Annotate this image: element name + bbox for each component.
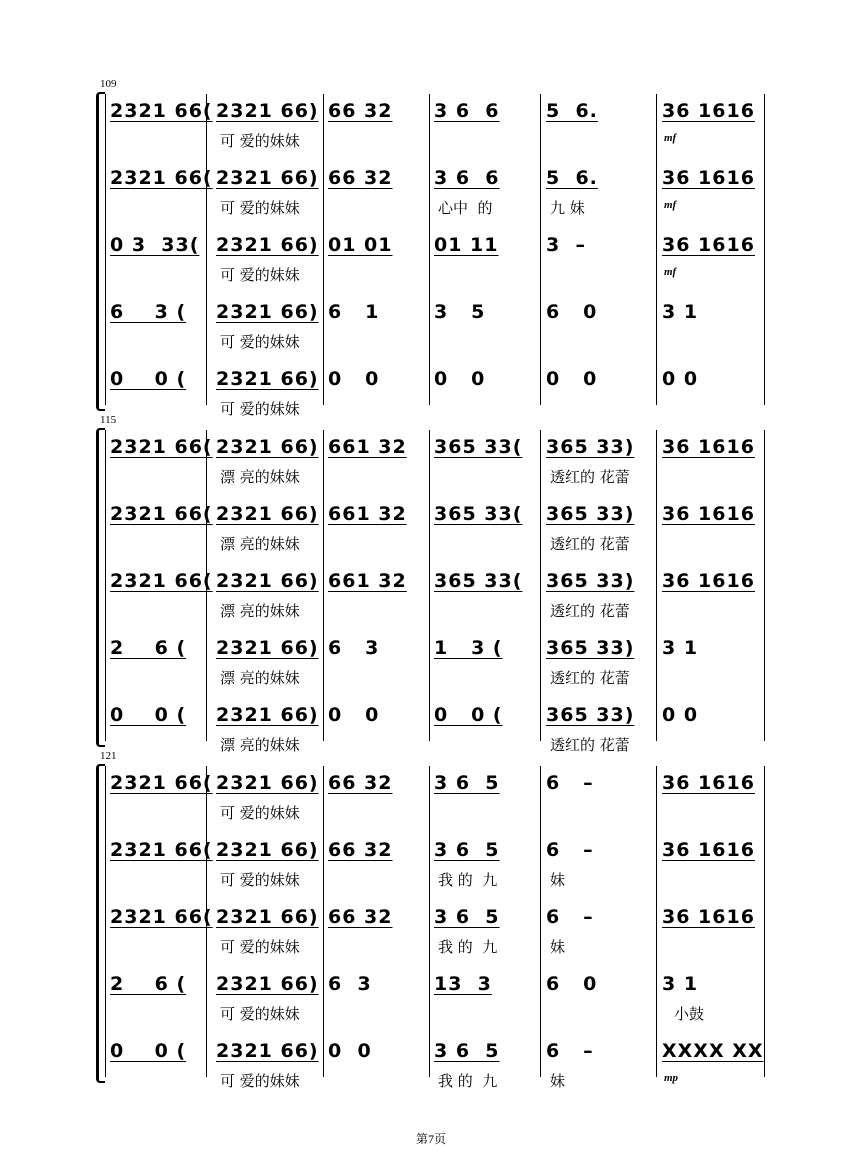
measure-notes: 3 6 5 (434, 1040, 500, 1062)
lyric: 心中 的 (438, 199, 493, 217)
measure-notes: 2321 66( (110, 503, 213, 525)
measure-notes: 0 0 (328, 1040, 372, 1062)
measure-notes: 6 – (546, 839, 594, 861)
measure-notes: 01 01 (328, 234, 393, 256)
measure-notes: 2321 66) (216, 234, 319, 256)
measure-notes: 0 0 ( (110, 368, 187, 390)
measure-notes: 2321 66) (216, 839, 319, 861)
measure-notes: 36 1616 (662, 570, 755, 592)
measure-notes: 3 1 (662, 637, 699, 659)
measure-notes: 36 1616 (662, 100, 755, 122)
lyric: 透红的 花蕾 (550, 669, 630, 687)
measure-notes: 66 32 (328, 772, 393, 794)
system-115 (96, 414, 768, 773)
staff-row (96, 226, 768, 293)
measure-notes: 36 1616 (662, 906, 755, 928)
measure-notes: 6 – (546, 772, 594, 794)
measure-notes: 2321 66) (216, 637, 319, 659)
measure-notes: 6 1 (328, 301, 380, 323)
lyric: 可 爱的妹妹 (220, 333, 300, 351)
measure-notes: 2321 66) (216, 570, 319, 592)
measure-notes: 365 33) (546, 570, 635, 592)
measure-notes: 365 33( (434, 436, 523, 458)
measure-notes: 365 33) (546, 436, 635, 458)
staff-row (96, 360, 768, 427)
lyric: 漂 亮的妹妹 (220, 468, 300, 486)
measure-notes: 2321 66) (216, 1040, 319, 1062)
measure-notes: 3 5 (434, 301, 486, 323)
lyric: 透红的 花蕾 (550, 602, 630, 620)
measure-notes: 66 32 (328, 167, 393, 189)
lyric: 可 爱的妹妹 (220, 938, 300, 956)
lyric: 妹 (550, 1072, 566, 1090)
lyric: 可 爱的妹妹 (220, 1072, 300, 1090)
lyric: 可 爱的妹妹 (220, 1005, 300, 1023)
lyric: 可 爱的妹妹 (220, 804, 300, 822)
measure-notes: 2 6 ( (110, 973, 187, 995)
measure-notes: 0 0 (546, 368, 598, 390)
measure-notes: 365 33) (546, 503, 635, 525)
dynamic-marking: mp (664, 1072, 679, 1084)
measure-notes: 365 33) (546, 637, 635, 659)
lyric: 漂 亮的妹妹 (220, 669, 300, 687)
page-footer: 第7页 (415, 1132, 446, 1146)
lyric: 我 的 九 (438, 938, 498, 956)
measure-notes: 365 33( (434, 570, 523, 592)
measure-notes: 36 1616 (662, 167, 755, 189)
staff-row (96, 696, 768, 763)
measure-notes: 36 1616 (662, 772, 755, 794)
measure-notes: 0 0 (662, 704, 699, 726)
lyric: 漂 亮的妹妹 (220, 535, 300, 553)
measure-notes: 01 11 (434, 234, 499, 256)
measure-notes: 661 32 (328, 503, 407, 525)
staff-row (96, 764, 768, 831)
measure-notes: 2 6 ( (110, 637, 187, 659)
measure-notes: 2321 66( (110, 906, 213, 928)
measure-notes: 2321 66( (110, 100, 213, 122)
lyric: 透红的 花蕾 (550, 468, 630, 486)
measure-notes: 36 1616 (662, 436, 755, 458)
measure-notes: 3 6 5 (434, 772, 500, 794)
measure-notes: 66 32 (328, 100, 393, 122)
staff-row (96, 898, 768, 965)
measure-notes: 2321 66( (110, 436, 213, 458)
lyric: 可 爱的妹妹 (220, 266, 300, 284)
measure-notes: 6 3 (328, 973, 372, 995)
measure-notes: 0 0 ( (110, 704, 187, 726)
staff-row (96, 965, 768, 1032)
measure-notes: 1 3 ( (434, 637, 503, 659)
measure-notes: 6 3 ( (110, 301, 187, 323)
measure-notes: 66 32 (328, 906, 393, 928)
instrument-label: 小鼓 (674, 1005, 705, 1023)
staff-row (96, 92, 768, 159)
lyric: 妹 (550, 938, 566, 956)
measure-notes: 2321 66) (216, 973, 319, 995)
dynamic-marking: mf (664, 199, 677, 211)
lyric: 可 爱的妹妹 (220, 400, 300, 418)
measure-notes: 36 1616 (662, 234, 755, 256)
measure-notes: 0 0 (662, 368, 699, 390)
measure-notes: 661 32 (328, 436, 407, 458)
measure-notes: 2321 66) (216, 436, 319, 458)
measure-notes: 13 3 (434, 973, 492, 995)
measure-notes: 3 1 (662, 301, 699, 323)
measure-notes: 365 33( (434, 503, 523, 525)
measure-notes: 6 3 (328, 637, 380, 659)
measure-notes: 2321 66( (110, 167, 213, 189)
measure-notes: 5 6. (546, 167, 598, 189)
measure-notes: 0 0 ( (434, 704, 503, 726)
lyric: 可 爱的妹妹 (220, 199, 300, 217)
measure-notes: 2321 66( (110, 570, 213, 592)
lyric: 透红的 花蕾 (550, 736, 630, 754)
staff-row (96, 159, 768, 226)
measure-notes: 2321 66) (216, 704, 319, 726)
staff-row (96, 629, 768, 696)
lyric: 九 妹 (550, 199, 585, 217)
measure-notes: 36 1616 (662, 503, 755, 525)
measure-notes: 3 6 5 (434, 906, 500, 928)
measure-notes: 2321 66) (216, 301, 319, 323)
measure-notes: 3 1 (662, 973, 699, 995)
measure-notes: 2321 66) (216, 772, 319, 794)
measure-notes: 0 0 (434, 368, 486, 390)
lyric: 漂 亮的妹妹 (220, 602, 300, 620)
measure-notes: XXXX XX (662, 1040, 764, 1062)
dynamic-marking: mf (664, 266, 677, 278)
staff-row (96, 428, 768, 495)
measure-notes: 6 – (546, 1040, 594, 1062)
measure-notes: 36 1616 (662, 839, 755, 861)
measure-notes: 66 32 (328, 839, 393, 861)
staff-row (96, 1032, 768, 1099)
measure-notes: 661 32 (328, 570, 407, 592)
measure-notes: 2321 66( (110, 839, 213, 861)
measure-notes: 0 0 (328, 368, 380, 390)
measure-number: 109 (100, 78, 117, 90)
lyric: 我 的 九 (438, 871, 498, 889)
lyric: 可 爱的妹妹 (220, 132, 300, 150)
measure-notes: 3 6 5 (434, 839, 500, 861)
measure-notes: 5 6. (546, 100, 598, 122)
staff-row (96, 562, 768, 629)
measure-notes: 3 – (546, 234, 586, 256)
measure-notes: 2321 66) (216, 503, 319, 525)
measure-notes: 2321 66) (216, 167, 319, 189)
measure-notes: 2321 66) (216, 906, 319, 928)
staff-row (96, 293, 768, 360)
measure-number: 121 (100, 750, 117, 762)
staff-row (96, 831, 768, 898)
lyric: 我 的 九 (438, 1072, 498, 1090)
staff-row (96, 495, 768, 562)
system-121 (96, 750, 768, 1109)
measure-notes: 6 0 (546, 973, 598, 995)
measure-number: 115 (100, 414, 117, 426)
system-109 (96, 78, 768, 437)
lyric: 漂 亮的妹妹 (220, 736, 300, 754)
measure-notes: 3 6 6 (434, 100, 500, 122)
measure-notes: 0 0 ( (110, 1040, 187, 1062)
dynamic-marking: mf (664, 132, 677, 144)
lyric: 透红的 花蕾 (550, 535, 630, 553)
measure-notes: 0 3 33( (110, 234, 200, 256)
measure-notes: 6 – (546, 906, 594, 928)
measure-notes: 3 6 6 (434, 167, 500, 189)
measure-notes: 0 0 (328, 704, 380, 726)
measure-notes: 365 33) (546, 704, 635, 726)
measure-notes: 2321 66) (216, 368, 319, 390)
measure-notes: 2321 66) (216, 100, 319, 122)
measure-notes: 6 0 (546, 301, 598, 323)
measure-notes: 2321 66( (110, 772, 213, 794)
lyric: 可 爱的妹妹 (220, 871, 300, 889)
lyric: 妹 (550, 871, 566, 889)
